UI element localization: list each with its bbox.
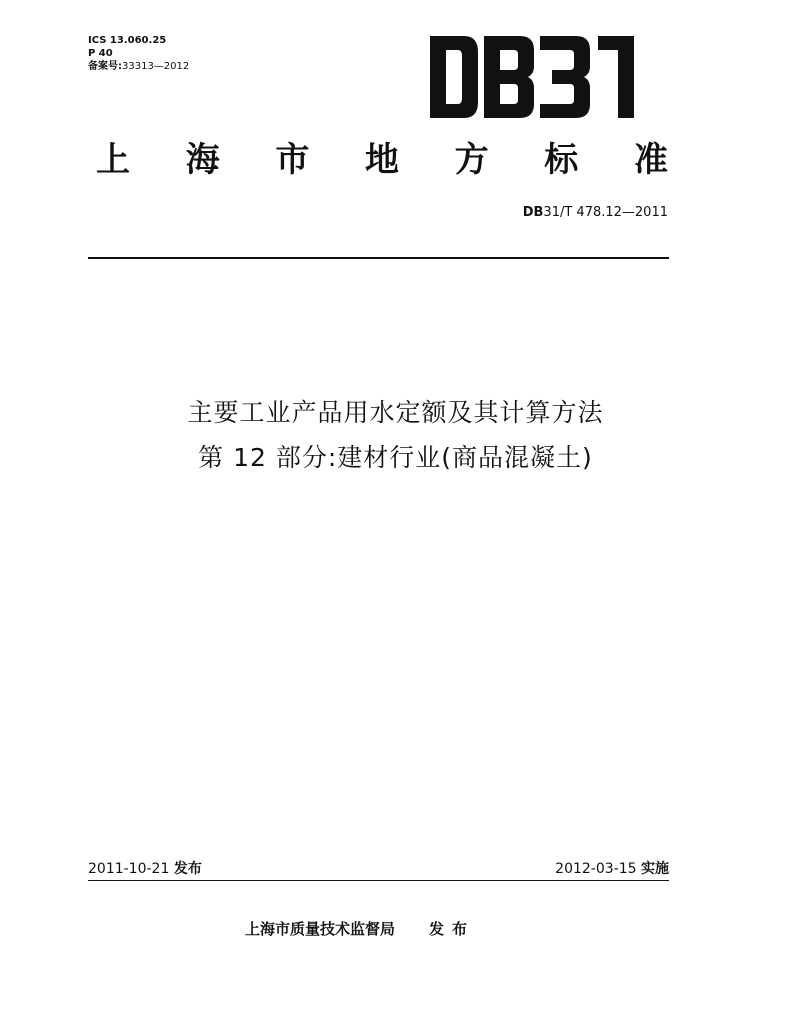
document-title-line-2: 第 12 部分:建材行业(商品混凝土) [198, 443, 593, 472]
publisher-action: 发布 [429, 920, 476, 938]
standard-type-heading [96, 138, 668, 182]
effective-date: 2012-03-15 实施 [555, 861, 669, 877]
issue-date: 2011-10-21 发布 [88, 861, 202, 877]
standard-type-char: 市 [275, 140, 310, 180]
document-title-line-1: 主要工业产品用水定额及其计算方法 [187, 398, 604, 427]
ccs-code: P 40 [88, 48, 113, 59]
standard-type-char: 准 [633, 140, 668, 180]
top-divider [88, 257, 669, 259]
bottom-divider [88, 880, 669, 881]
record-number: 备案号:33313—2012 [88, 61, 190, 72]
standard-type-char: 地 [364, 140, 399, 180]
document-metadata [88, 34, 189, 73]
publisher-line [245, 918, 475, 939]
standard-type-char: 海 [185, 140, 220, 180]
standard-code: DB31/T 478.12—2011 [522, 205, 668, 220]
standard-type-char: 上 [96, 140, 130, 180]
date-row [88, 858, 669, 878]
standard-type-char: 方 [454, 140, 489, 180]
ics-code: ICS 13.060.25 [88, 35, 167, 46]
publisher-name: 上海市质量技术监督局 [245, 920, 396, 938]
db31-logo-icon [430, 36, 634, 118]
standard-type-char: 标 [544, 140, 579, 180]
